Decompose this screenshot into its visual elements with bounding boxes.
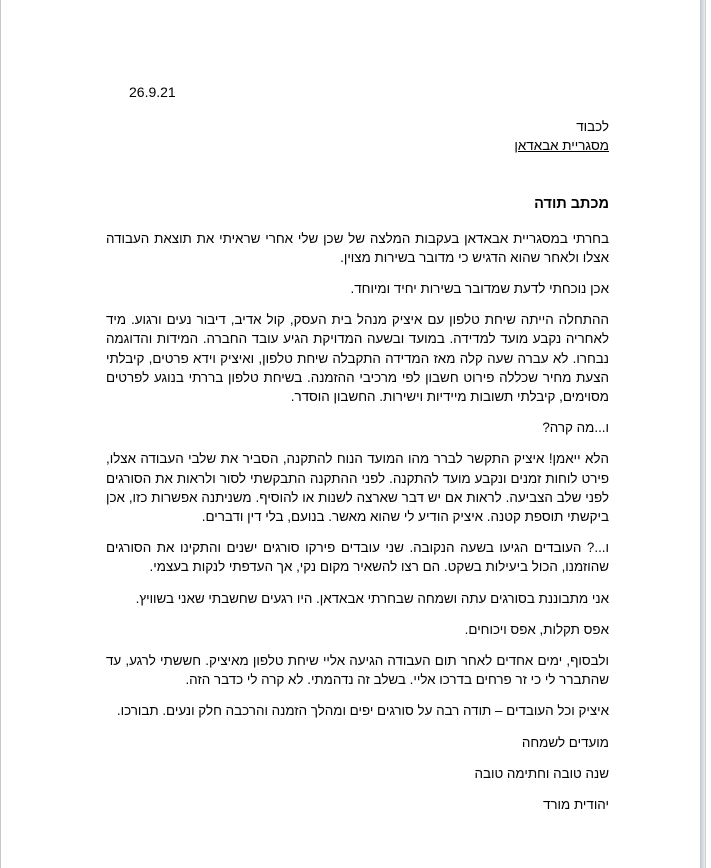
signature-name: יהודית מורד — [542, 797, 609, 813]
paragraph-5: הלא ייאמן! איציק התקשר לברר מהו המועד הנוח להתקנה, הסביר את שלבי העבודה אצלו, פירט לוחות זמנים ונקבע מועד להתקנה. לפני ההתקנה התבקשתי לסור ולראות את הסורגים לפני שלב הצביעה. לראות אם יש דבר שארצה לשנות או להוסיף. משניתנה אפשרות כזו, אכן ביקשתי תוספת קטנה. איציק הודיע לי שהוא מאשר. בנועם, בלי דין ודברים. — [106, 451, 609, 525]
recipient-company: מסגריית אבאדאן — [514, 138, 609, 154]
paragraph-6: ו...? העובדים הגיעו בשעה הנקובה. שני עובדים פירקו סורגים ישנים והתקינו את הסורגים שהוזמנו, הכול ביעילות בשקט. הם רצו להשאיר מקום נקי, אך העדפתי לנקות בעצמי. — [106, 540, 609, 575]
paragraph-3: ההתחלה הייתה שיחת טלפון עם איציק מנהל בית העסק, קול אדיב, דיבור נעים ורגוע. מיד לאחריה נקבע מועד למדידה. במועד ובשעה המדויקת הגיע עובד החברה. המידות והדוגמה נבחרו. לא עברה שעה קלה מאז המדידה התקבלה שיחת טלפון, ואיציק וידא פרטים, קיבלתי הצעת מחיר שכללה פירוט חשבון לפי מרכיבי ההזמנה. בשיחת טלפון בררתי בנוגע לפרטים מסוימים, קיבלתי תשובות מיידיות וישירות. החשבון הוסדר. — [106, 312, 609, 405]
paragraph-2: אכן נוכחתי לדעת שמדובר בשירות יחיד ומיוחד. — [350, 281, 609, 297]
paragraph-9: ולבסוף, ימים אחדים לאחר תום העבודה הגיעה אליי שיחת טלפון מאיציק. חששתי לרגע, עד שהתברר לי כי זר פרחים בדרכו אליי. בשלב זה נדהמתי. לא קרה לי כדבר הזה. — [106, 653, 609, 688]
paragraph-1: בחרתי במסגריית אבאדאן בעקבות המלצה של שכן שלי אחרי שראיתי את תוצאת העבודה אצלו ולאחר שהוא הדגיש כי מדובר בשירות מצוין. — [106, 230, 609, 265]
letter-body — [106, 117, 609, 814]
closing-greeting: מועדים לשמחה — [521, 734, 609, 750]
paragraph-8: אפס תקלות, אפס ויכוחים. — [464, 621, 609, 637]
paragraph-10: איציק וכל העובדים – תודה רבה על סורגים יפים ומהלך הזמנה והרכבה חלק ונעים. תבורכו. — [116, 703, 609, 719]
page-edge-shadow — [700, 0, 705, 868]
recipient-salutation: לכבוד — [576, 119, 609, 134]
paragraph-4: ו...מה קרה? — [542, 420, 609, 436]
holiday-greeting: שנה טובה וחתימה טובה — [474, 765, 609, 781]
letter-date: 26.9.21 — [129, 84, 176, 100]
paragraph-7: אני מתבוננת בסורגים עתה ושמחה שבחרתי אבאדאן. היו רגעים שחשבתי שאני בשוויץ. — [135, 590, 609, 606]
letter-title: מכתב תודה — [534, 196, 609, 213]
